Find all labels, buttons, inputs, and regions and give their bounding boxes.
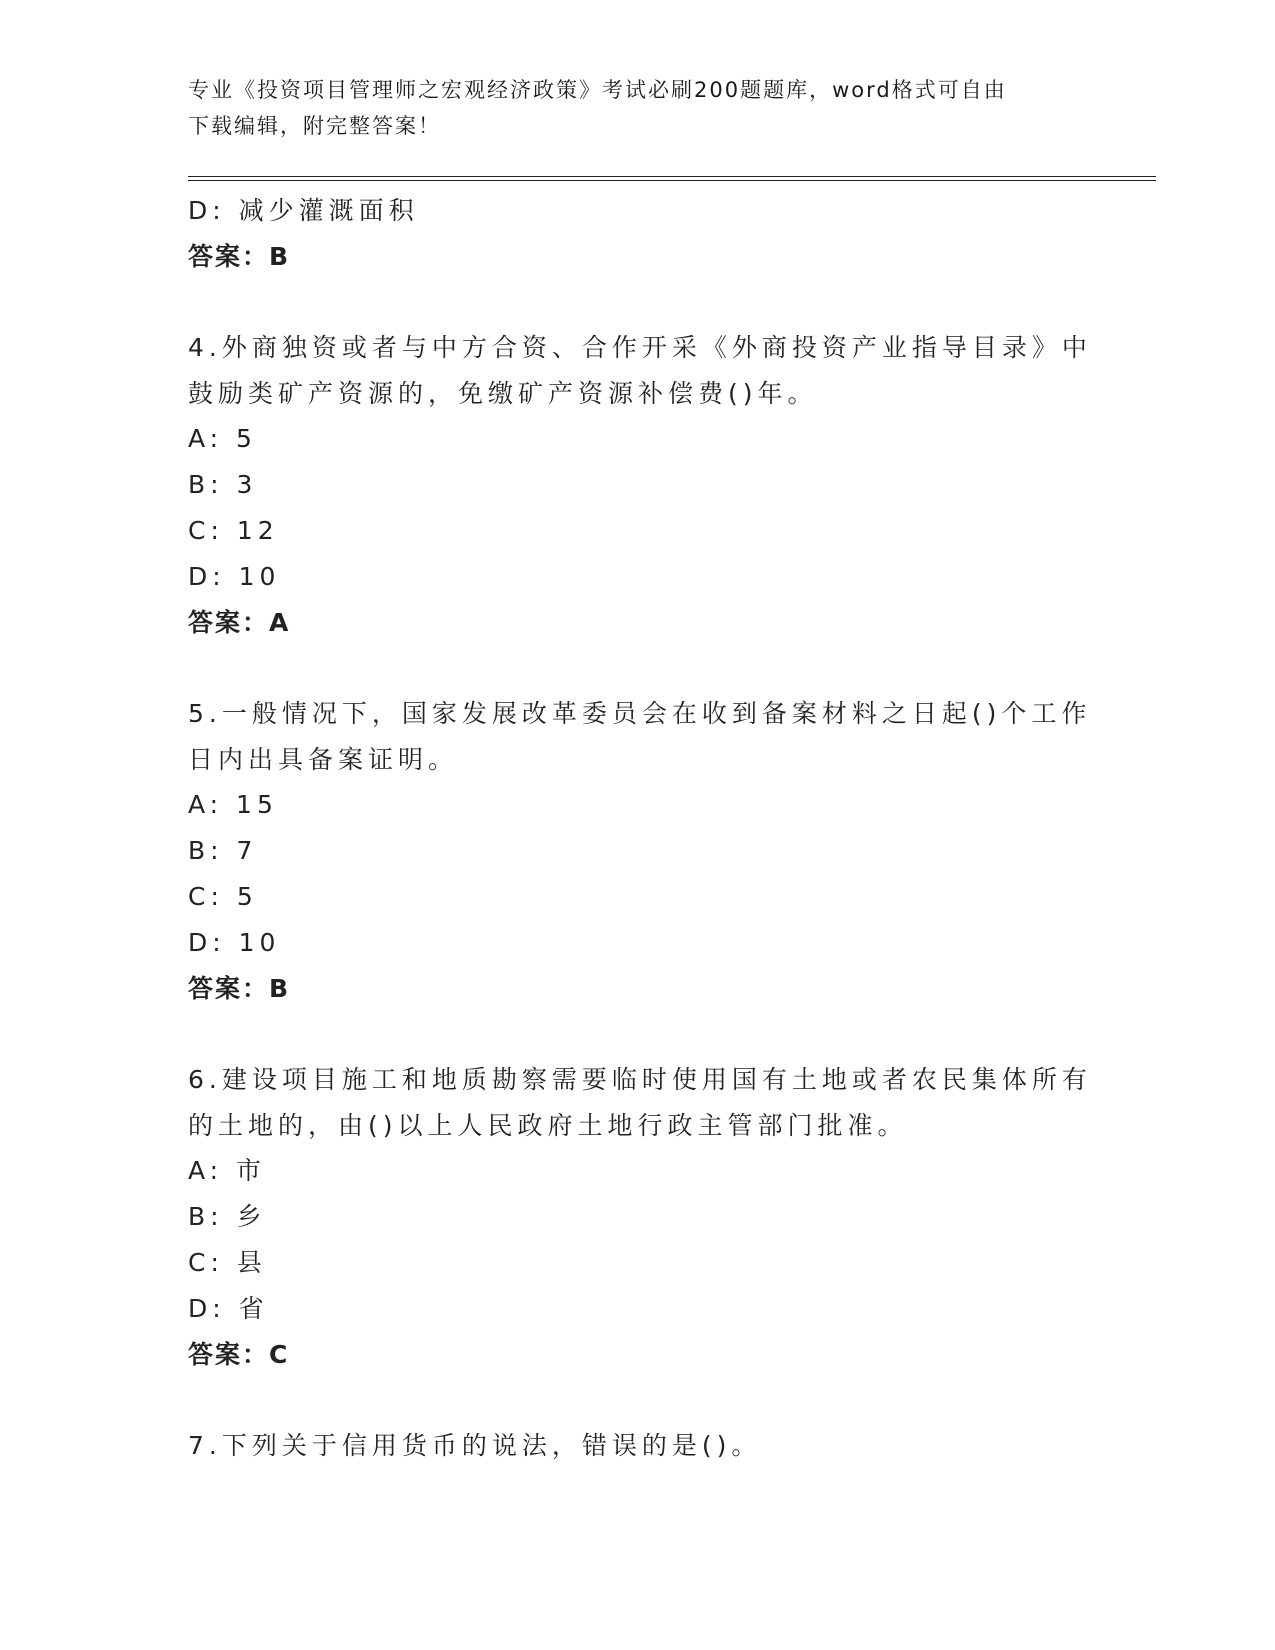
option-d: D: 10	[188, 928, 281, 957]
question-text-line: 5.一般情况下，国家发展改革委员会在收到备案材料之日起()个工作	[188, 699, 1092, 728]
question-text-line: 4.外商独资或者与中方合资、合作开采《外商投资产业指导目录》中	[188, 333, 1092, 362]
answer-text: 答案：B	[188, 974, 291, 1003]
question-text-line: 鼓励类矿产资源的，免缴矿产资源补偿费()年。	[188, 379, 818, 408]
document-header	[188, 72, 1068, 144]
option-a: A: 5	[188, 424, 257, 453]
header-divider	[188, 176, 1156, 181]
option-c: C: 12	[188, 516, 279, 545]
option-c: C: 5	[188, 882, 258, 911]
answer-text: 答案：C	[188, 1340, 290, 1369]
question-text-line: 7.下列关于信用货币的说法，错误的是()。	[188, 1431, 762, 1460]
document-body	[188, 188, 1092, 1468]
answer-line	[188, 600, 1088, 646]
question-7	[188, 1422, 1088, 1468]
option-a: A: 15	[188, 790, 278, 819]
option-d: D: 10	[188, 562, 281, 591]
question-text-line: 6.建设项目施工和地质勘察需要临时使用国有土地或者农民集体所有	[188, 1065, 1092, 1094]
option-c: C: 县	[188, 1248, 267, 1277]
question-6	[188, 1056, 1092, 1378]
answer-text: 答案：B	[188, 242, 291, 271]
option-b: B: 3	[188, 470, 258, 499]
answer-text: 答案：A	[188, 608, 291, 637]
answer-line	[188, 234, 1088, 280]
question-text-line: 日内出具备案证明。	[188, 745, 459, 774]
header-line-1: 专业《投资项目管理师之宏观经济政策》考试必刷200题题库，word格式可自由	[188, 78, 1007, 102]
question-5	[188, 690, 1092, 1012]
option-a: A: 市	[188, 1156, 267, 1185]
option-d: D: 省	[188, 1294, 269, 1323]
header-line-2: 下载编辑，附完整答案！	[188, 114, 441, 138]
answer-line	[188, 1332, 1088, 1378]
option-b: B: 乡	[188, 1202, 267, 1231]
question-4	[188, 324, 1092, 646]
option-d: D: 减少灌溉面积	[188, 196, 419, 225]
option-b: B: 7	[188, 836, 258, 865]
question-text-line: 的土地的，由()以上人民政府土地行政主管部门批准。	[188, 1111, 908, 1140]
answer-line	[188, 966, 1088, 1012]
